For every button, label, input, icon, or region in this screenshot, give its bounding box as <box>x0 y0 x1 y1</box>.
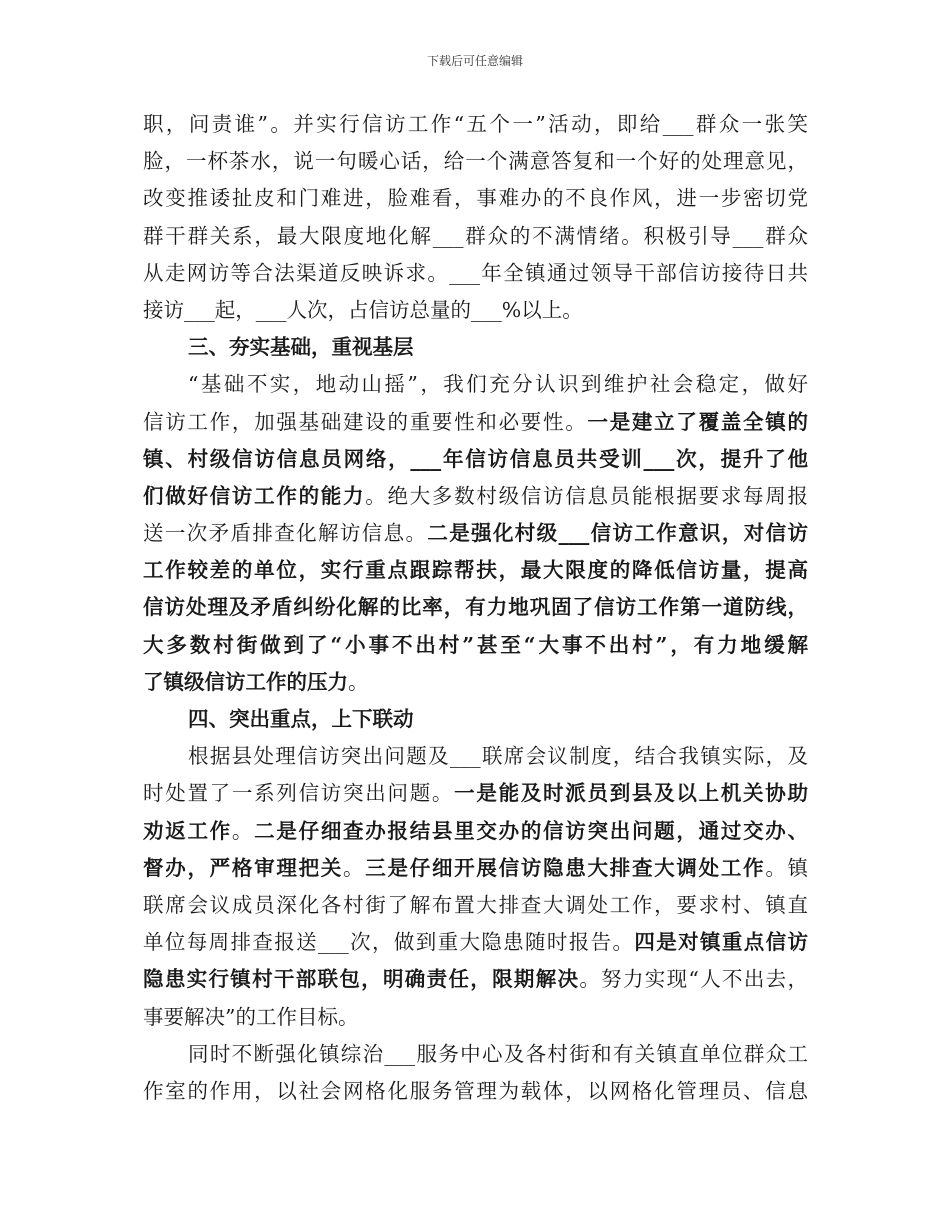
text-line <box>143 589 808 626</box>
bold-text-segment: 四是对镇重点信访 <box>634 930 808 955</box>
text-segment: 从走网访等合法渠道反映诉求。___年全镇通过领导干部信访接待日共 <box>143 260 808 285</box>
text-line <box>143 627 808 664</box>
text-line <box>143 924 808 961</box>
page-header: 下载后可任意编辑 <box>426 54 523 68</box>
text-segment: 作室的作用，以社会网格化服务管理为载体，以网格化管理员、信息 <box>143 1078 808 1103</box>
text-segment: 联席会议成员深化各村街了解布置大排查大调处工作，要求村、镇直 <box>143 892 808 917</box>
bold-text-segment: 三是仔细开展信访隐患大排查大调处工作 <box>365 855 766 880</box>
text-line <box>143 552 808 589</box>
text-line <box>143 961 808 998</box>
text-segment: 单位每周排查报送___次，做到重大隐患随时报告。 <box>143 930 635 955</box>
bold-text-segment: 督办，严格审理把关 <box>143 855 344 880</box>
bold-text-segment: 了镇级信访工作的压力 <box>143 669 348 694</box>
text-line <box>143 701 808 738</box>
text-segment: 职，问责谁”。并实行信访工作“五个一”活动，即给___群众一张笑 <box>143 112 808 136</box>
text-line <box>143 292 808 329</box>
text-line <box>143 441 808 478</box>
text-segment: 。 <box>343 855 366 880</box>
bold-text-segment: 大多数村街做到了“小事不出村”甚至“大事不出村”，有力地缓解 <box>143 632 808 657</box>
text-line <box>143 887 808 924</box>
text-segment: 。努力实现“人不出去， <box>579 967 808 992</box>
text-line <box>143 1073 808 1110</box>
text-line <box>143 218 808 255</box>
text-line <box>143 366 808 403</box>
text-line <box>143 143 808 180</box>
text-segment: 。 <box>231 818 255 843</box>
text-line <box>143 180 808 217</box>
bold-text-segment: 信访处理及矛盾纠纷化解的比率，有力地巩固了信访工作第一道防线， <box>143 595 808 620</box>
text-line <box>143 664 808 701</box>
text-segment: 脸，一杯茶水，说一句暖心话，给一个满意答复和一个好的处理意见， <box>143 149 808 174</box>
text-segment: 送一次矛盾排查化解访信息。 <box>143 521 428 546</box>
bold-text-segment: 一是建立了覆盖全镇的 <box>587 409 808 434</box>
text-segment: 事要解决”的工作目标。 <box>143 1004 359 1029</box>
text-segment: 群干群关系，最大限度地化解___群众的不满情绪。积极引导___群众 <box>143 223 808 248</box>
bold-text-segment: 镇、村级信访信息员网络，___年信访信息员共受训___次，提升了他 <box>143 446 808 471</box>
bold-text-segment: 们做好信访工作的能力 <box>143 483 366 508</box>
text-line <box>143 478 808 515</box>
text-line <box>143 813 808 850</box>
bold-text-segment: 四、突出重点，上下联动 <box>188 707 414 731</box>
text-line <box>143 775 808 812</box>
text-segment: 根据县处理信访突出问题及___联席会议制度，结合我镇实际，及 <box>188 744 808 769</box>
text-line <box>143 515 808 552</box>
bold-text-segment: 隐患实行镇村干部联包，明确责任，限期解决 <box>143 967 580 992</box>
text-line <box>143 329 808 366</box>
text-line <box>143 738 808 775</box>
text-segment: 时处置了一系列信访突出问题。 <box>143 781 455 806</box>
document-body <box>143 106 808 1110</box>
text-line <box>143 999 808 1036</box>
bold-text-segment: 一是能及时派员到县及以上机关协助 <box>454 781 808 806</box>
bold-text-segment: 二是仔细查办报结县里交办的信访突出问题，通过交办、 <box>254 818 808 843</box>
bold-text-segment: 工作较差的单位，实行重点跟踪帮扶，最大限度的降低信访量，提高 <box>143 558 808 583</box>
text-segment: 同时不断强化镇综治___服务中心及各村街和有关镇直单位群众工 <box>188 1041 808 1066</box>
text-segment: 。绝大多数村级信访信息员能根据要求每周报 <box>365 483 808 508</box>
text-segment: 信访工作，加强基础建设的重要性和必要性。 <box>143 409 588 434</box>
bold-text-segment: 二是强化村级___信访工作意识，对信访 <box>427 521 808 546</box>
text-line <box>143 255 808 292</box>
text-line <box>143 850 808 887</box>
text-segment: 改变推诿扯皮和门难进，脸难看，事难办的不良作风，进一步密切党 <box>143 186 808 211</box>
text-segment: 。 <box>348 669 369 694</box>
text-segment: 接访___起，___人次，占信访总量的___%以上。 <box>143 297 583 322</box>
bold-text-segment: 劝返工作 <box>143 818 232 843</box>
text-line <box>143 1036 808 1073</box>
text-segment: 。镇 <box>765 855 808 880</box>
text-segment: “基础不实，地动山摇”，我们充分认识到维护社会稳定，做好 <box>188 372 808 397</box>
text-line <box>143 106 808 143</box>
text-line <box>143 404 808 441</box>
bold-text-segment: 三、夯实基础，重视基层 <box>188 335 414 360</box>
